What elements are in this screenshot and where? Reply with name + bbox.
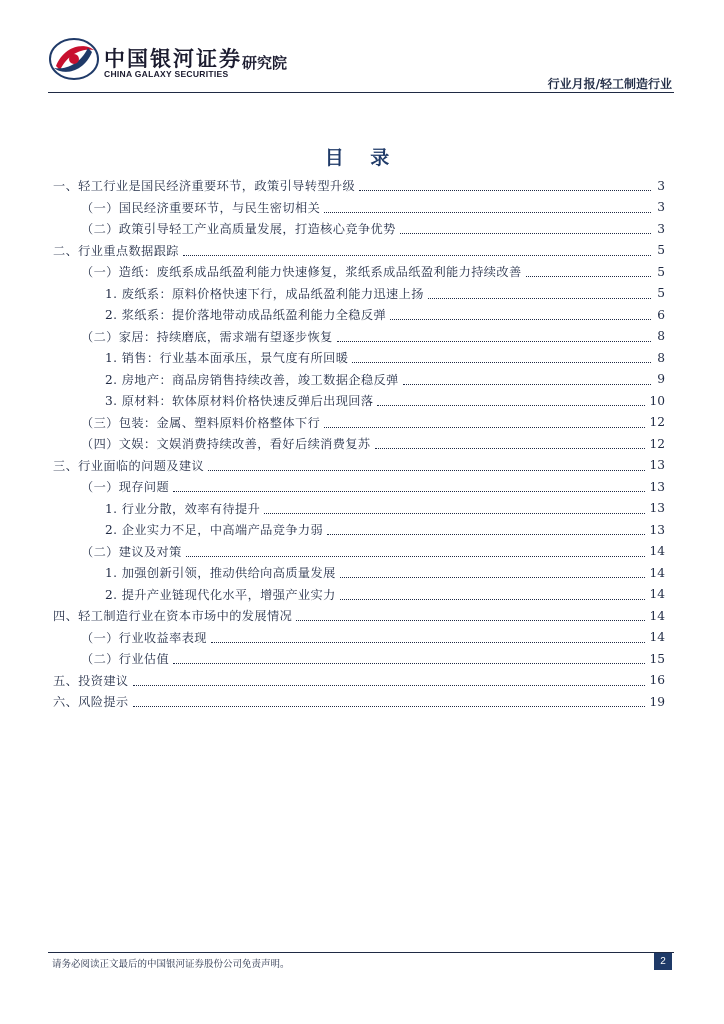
toc-entry[interactable] xyxy=(53,584,665,606)
toc-entry-text: （一）行业收益率表现 xyxy=(81,630,207,645)
toc-entry-text: 六、风险提示 xyxy=(53,695,129,710)
toc-leader-dots xyxy=(211,641,646,643)
toc-entry-page: 13 xyxy=(649,458,665,473)
toc-entry[interactable] xyxy=(53,605,665,627)
toc-entry-page: 9 xyxy=(657,372,665,387)
toc-entry-page: 12 xyxy=(649,415,665,430)
toc-entry-text: 四、轻工制造行业在资本市场中的发展情况 xyxy=(53,609,293,624)
toc-leader-dots xyxy=(324,211,651,213)
brand-sub: 研究院 xyxy=(242,54,288,72)
toc-leader-dots xyxy=(526,275,651,277)
toc-entry[interactable] xyxy=(53,627,665,649)
page-header xyxy=(0,0,724,95)
toc-entry-text: 3. 原材料：软体原材料价格快速反弹后出现回落 xyxy=(105,394,374,409)
toc-title: 目 录 xyxy=(324,147,400,169)
toc-entry[interactable] xyxy=(53,562,665,584)
toc-entry-page: 14 xyxy=(649,565,665,580)
toc-entry[interactable] xyxy=(53,412,665,434)
toc-entry-text: 2. 企业实力不足，中高端产品竞争力弱 xyxy=(105,523,324,538)
page-number: 2 xyxy=(654,953,672,970)
table-of-contents xyxy=(53,175,665,713)
toc-entry[interactable] xyxy=(53,691,665,713)
toc-entry[interactable] xyxy=(53,541,665,563)
toc-leader-dots xyxy=(183,254,651,256)
toc-entry[interactable] xyxy=(53,304,665,326)
toc-entry-page: 14 xyxy=(649,608,665,623)
toc-leader-dots xyxy=(173,490,645,492)
toc-entry[interactable] xyxy=(53,175,665,197)
toc-entry[interactable] xyxy=(53,390,665,412)
toc-entry[interactable] xyxy=(53,369,665,391)
toc-entry-text: 1. 加强创新引领，推动供给向高质量发展 xyxy=(105,566,336,581)
toc-entry-page: 8 xyxy=(657,350,665,365)
toc-entry[interactable] xyxy=(53,197,665,219)
toc-leader-dots xyxy=(327,533,645,535)
toc-entry[interactable] xyxy=(53,218,665,240)
toc-entry-text: （一）国民经济重要环节，与民生密切相关 xyxy=(81,200,321,215)
toc-leader-dots xyxy=(428,297,651,299)
toc-entry[interactable] xyxy=(53,670,665,692)
toc-entry-page: 12 xyxy=(649,436,665,451)
toc-leader-dots xyxy=(359,189,651,191)
toc-entry-page: 13 xyxy=(649,522,665,537)
toc-entry-page: 3 xyxy=(657,178,665,193)
toc-entry-page: 8 xyxy=(657,329,665,344)
toc-entry[interactable] xyxy=(53,519,665,541)
toc-leader-dots xyxy=(340,576,646,578)
toc-leader-dots xyxy=(352,361,651,363)
toc-entry-page: 13 xyxy=(649,501,665,516)
toc-entry-text: 一、轻工行业是国民经济重要环节，政策引导转型升级 xyxy=(53,179,356,194)
brand-name-cn: 中国银河证券 xyxy=(104,47,242,71)
toc-leader-dots xyxy=(390,318,651,320)
footer-disclaimer: 请务必阅读正文最后的中国银河证券股份公司免责声明。 xyxy=(52,959,290,970)
toc-leader-dots xyxy=(133,684,646,686)
toc-entry-page: 3 xyxy=(657,221,665,236)
toc-entry-text: （二）家居：持续磨底，需求端有望逐步恢复 xyxy=(81,329,333,344)
toc-entry-page: 6 xyxy=(657,307,665,322)
toc-leader-dots xyxy=(337,340,651,342)
toc-leader-dots xyxy=(133,705,646,707)
toc-leader-dots xyxy=(264,512,645,514)
toc-entry[interactable] xyxy=(53,648,665,670)
toc-leader-dots xyxy=(296,619,645,621)
toc-entry-page: 10 xyxy=(649,393,665,408)
toc-leader-dots xyxy=(400,232,651,234)
toc-entry-page: 5 xyxy=(657,286,665,301)
toc-entry[interactable] xyxy=(53,433,665,455)
toc-leader-dots xyxy=(173,662,645,664)
header-divider xyxy=(48,92,674,93)
toc-entry-page: 13 xyxy=(649,479,665,494)
toc-leader-dots xyxy=(340,598,646,600)
toc-entry-text: （二）政策引导轻工产业高质量发展，打造核心竞争优势 xyxy=(81,222,396,237)
galaxy-logo-icon xyxy=(48,36,100,82)
toc-leader-dots xyxy=(375,447,646,449)
toc-leader-dots xyxy=(324,426,645,428)
toc-entry-page: 14 xyxy=(649,587,665,602)
toc-entry-page: 3 xyxy=(657,200,665,215)
toc-entry-text: （四）文娱：文娱消费持续改善，看好后续消费复苏 xyxy=(81,437,371,452)
toc-entry-text: （一）造纸：废纸系成品纸盈利能力快速修复，浆纸系成品纸盈利能力持续改善 xyxy=(81,265,522,280)
toc-entry-page: 5 xyxy=(657,264,665,279)
toc-entry[interactable] xyxy=(53,455,665,477)
toc-entry-text: 五、投资建议 xyxy=(53,673,129,688)
toc-entry[interactable] xyxy=(53,498,665,520)
toc-entry-text: 2. 浆纸系：提价落地带动成品纸盈利能力全稳反弹 xyxy=(105,308,387,323)
toc-entry-page: 14 xyxy=(649,544,665,559)
toc-entry-text: （二）行业估值 xyxy=(81,652,170,667)
footer-divider xyxy=(48,952,674,953)
toc-entry-text: 1. 销售：行业基本面承压，景气度有所回暖 xyxy=(105,351,349,366)
toc-entry-text: 2. 提升产业链现代化水平，增强产业实力 xyxy=(105,587,336,602)
toc-entry-text: 1. 行业分散，效率有待提升 xyxy=(105,501,261,516)
toc-entry[interactable] xyxy=(53,283,665,305)
toc-entry[interactable] xyxy=(53,476,665,498)
toc-leader-dots xyxy=(403,383,651,385)
toc-entry-text: （二）建议及对策 xyxy=(81,544,182,559)
toc-entry[interactable] xyxy=(53,261,665,283)
toc-entry-text: 三、行业面临的问题及建议 xyxy=(53,458,205,473)
toc-entry-text: 2. 房地产：商品房销售持续改善，竣工数据企稳反弹 xyxy=(105,372,399,387)
toc-leader-dots xyxy=(377,404,645,406)
report-type: 行业月报/轻工制造行业 xyxy=(547,77,672,91)
brand-name-en: CHINA GALAXY SECURITIES xyxy=(104,69,229,79)
toc-entry-text: （三）包装：金属、塑料原料价格整体下行 xyxy=(81,415,321,430)
toc-leader-dots xyxy=(186,555,646,557)
toc-entry-page: 19 xyxy=(649,694,665,709)
toc-entry[interactable] xyxy=(53,347,665,369)
toc-entry-page: 16 xyxy=(649,673,665,688)
toc-entry[interactable] xyxy=(53,240,665,262)
toc-entry-page: 14 xyxy=(649,630,665,645)
toc-entry-text: 二、行业重点数据跟踪 xyxy=(53,243,179,258)
toc-entry[interactable] xyxy=(53,326,665,348)
toc-entry-page: 15 xyxy=(649,651,665,666)
toc-leader-dots xyxy=(208,469,645,471)
toc-entry-page: 5 xyxy=(657,243,665,258)
toc-entry-text: （一）现存问题 xyxy=(81,480,170,495)
toc-entry-text: 1. 废纸系：原料价格快速下行，成品纸盈利能力迅速上扬 xyxy=(105,286,424,301)
